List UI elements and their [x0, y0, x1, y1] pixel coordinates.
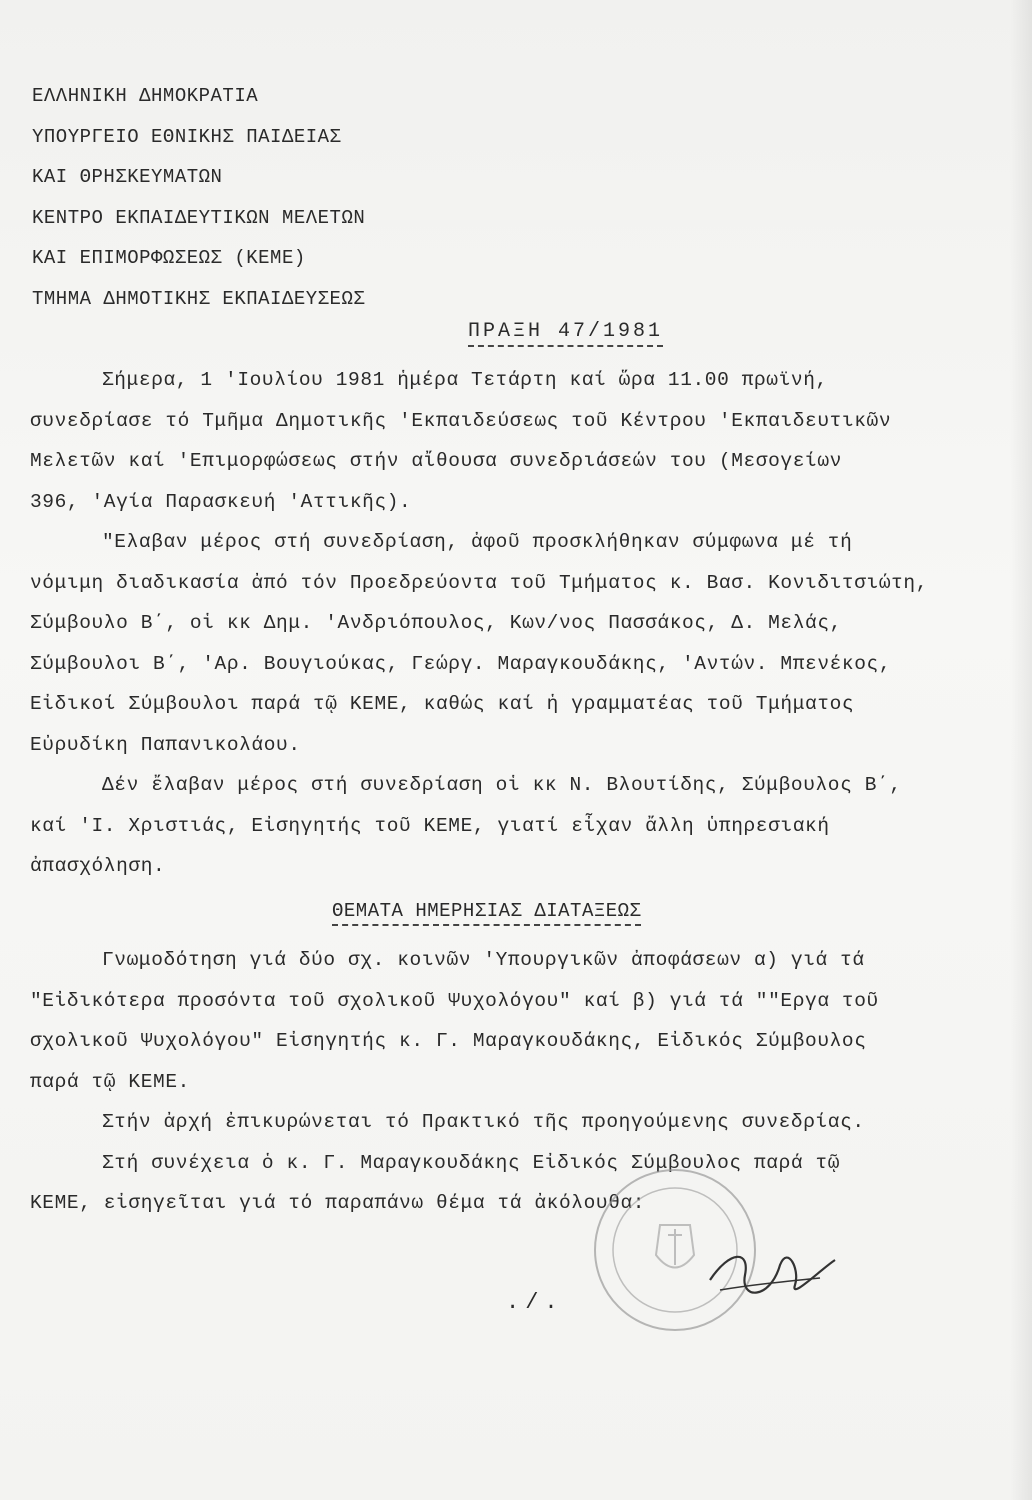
agenda-body [30, 940, 1020, 1224]
letterhead-line: ΚΕΝΤΡΟ ΕΚΠΑΙΔΕΥΤΙΚΩΝ ΜΕΛΕΤΩΝ [32, 206, 366, 229]
text-line: Δέν ἔλαβαν μέρος στή συνεδρίαση οἱ κκ Ν. Βλουτίδης, Σύμβουλος Β΄, [102, 774, 902, 796]
text-line: "Ελαβαν μέρος στή συνεδρίαση, ἀφοῦ προσκλήθηκαν σύμφωνα μέ τή [102, 531, 853, 553]
attendance-paragraph [30, 522, 1020, 765]
ratify-paragraph [30, 1102, 1020, 1143]
text-line: νόμιμη διαδικασία ἀπό τόν Προεδρεύοντα τοῦ Τμήματος κ. Βασ. Κονιδιτσιώτη, [30, 571, 929, 594]
agenda-heading: ΘΕΜΑΤΑ ΗΜΕΡΗΣΙΑΣ ΔΙΑΤΑΞΕΩΣ [332, 900, 641, 926]
text-line: Εὐρυδίκη Παπανικολάου. [30, 733, 301, 756]
text-line: ἀπασχόληση. [30, 855, 166, 877]
text-line: Σύμβουλοι Β΄, 'Αρ. Βουγιούκας, Γεώργ. Μαραγκουδάκης, 'Αντών. Μπενέκος, [30, 652, 892, 675]
text-line: Σύμβουλο Β΄, οἱ κκ Δημ. 'Ανδριόπουλος, Κων/νος Πασσάκος, Δ. Μελάς, [30, 612, 842, 634]
text-line: συνεδρίασε τό Τμῆμα Δημοτικῆς 'Εκπαιδεύσεως τοῦ Κέντρου 'Εκπαιδευτικῶν [30, 409, 892, 432]
text-line: 396, 'Αγία Παρασκευή 'Αττικῆς). [30, 490, 412, 513]
letterhead-line: ΤΜΗΜΑ ΔΗΜΟΤΙΚΗΣ ΕΚΠΑΙΔΕΥΣΕΩΣ [32, 287, 366, 310]
agenda-paragraph [30, 940, 1020, 1102]
text-line: Σήμερα, 1 'Ιουλίου 1981 ἡμέρα Τετάρτη καί ὥρα 11.00 πρωϊνή, [102, 369, 828, 391]
letterhead-line: ΚΑΙ ΘΡΗΣΚΕΥΜΑΤΩΝ [32, 166, 223, 188]
text-line: Στή συνέχεια ὁ κ. Γ. Μαραγκουδάκης Εἰδικός Σύμβουλος παρά τῷ [102, 1151, 841, 1174]
text-line: "Εἰδικότερα προσόντα τοῦ σχολικοῦ Ψυχολόγου" καί β) γιά τά ""Εργα τοῦ [30, 989, 879, 1012]
text-line: καί 'Ι. Χριστιάς, Εἰσηγητής τοῦ ΚΕΜΕ, γιατί εἶχαν ἄλλη ὑπηρεσιακή [30, 814, 830, 837]
text-line: σχολικοῦ Ψυχολόγου" Εἰσηγητής κ. Γ. Μαραγκουδάκης, Εἰδικός Σύμβουλος [30, 1030, 867, 1052]
letterhead-line: ΕΛΛΗΝΙΚΗ ΔΗΜΟΚΡΑΤΙΑ [32, 85, 259, 107]
letterhead-line: ΥΠΟΥΡΓΕΙΟ ΕΘΝΙΚΗΣ ΠΑΙΔΕΙΑΣ [32, 125, 342, 148]
text-line: Γνωμοδότηση γιά δύο σχ. κοινῶν 'Υπουργικῶν ἀποφάσεων α) γιά τά [102, 949, 865, 971]
letterhead-line: ΚΑΙ ΕΠΙΜΟΡΦΩΣΕΩΣ (ΚΕΜΕ) [32, 247, 306, 269]
document-title: ΠΡΑΞΗ 47/1981 [468, 320, 663, 347]
absent-paragraph [30, 765, 1020, 887]
text-line: ΚΕΜΕ, εἰσηγεῖται γιά τό παραπάνω θέμα τά ἀκόλουθα: [30, 1192, 646, 1214]
text-line: Μελετῶν καί 'Επιμορφώσεως στήν αἴθουσα συνεδριάσεών του (Μεσογείων [30, 450, 842, 472]
handwritten-signature [700, 1230, 840, 1310]
letterhead [32, 76, 365, 319]
text-line: παρά τῷ ΚΕΜΕ. [30, 1070, 190, 1093]
minutes-body [30, 360, 1020, 887]
text-line: Στήν ἀρχή ἐπικυρώνεται τό Πρακτικό τῆς προηγούμενης συνεδρίας. [102, 1111, 865, 1133]
text-line: Εἰδικοί Σύμβουλοι παρά τῷ ΚΕΜΕ, καθώς καί ἡ γραμματέας τοῦ Τμήματος [30, 693, 855, 715]
intro-paragraph [30, 360, 1020, 522]
continuation-mark: ./. [506, 1290, 564, 1315]
proposal-paragraph [30, 1143, 1020, 1224]
